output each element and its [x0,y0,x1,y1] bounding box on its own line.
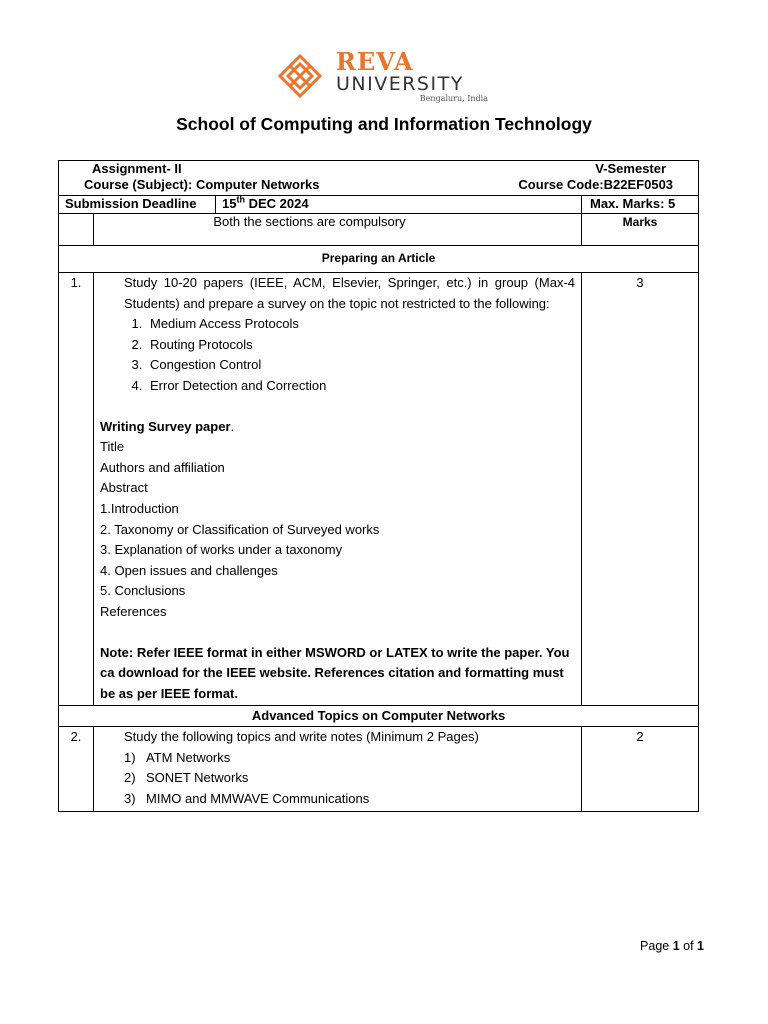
header-row [59,161,699,196]
writing-heading: Writing Survey paper. [100,418,235,434]
deadline-date [216,196,582,214]
question-row [59,273,699,706]
question-2-number: 2. [59,727,94,811]
section-2-title: Advanced Topics on Computer Networks [59,706,699,727]
knot-emblem-icon [276,52,324,100]
instruction-row [59,214,699,246]
page-total: 1 [697,939,704,953]
structure-item: Title [100,439,125,455]
list-item: 1. Medium Access Protocols [146,314,575,335]
question-2-marks: 2 [582,727,699,811]
course-code: Course Code:B22EF0503 [518,177,674,192]
school-title: School of Computing and Information Technology [176,114,592,134]
list-item: 3. Congestion Control [146,355,575,376]
question-1-marks: 3 [582,273,699,706]
list-item: 4. Error Detection and Correction [146,376,575,397]
assignment-label: Assignment- II [92,161,182,176]
topic-list [100,314,575,396]
deadline-month-year: DEC 2024 [244,196,309,211]
question-1-content [94,273,582,706]
university-logo [276,47,496,106]
list-item: 2) SONET Networks [124,770,249,786]
question-2-intro: Study the following topics and write notes (Minimum 2 Pages) [124,729,479,745]
marks-header: Marks [582,214,699,246]
structure-item: References [100,603,167,619]
deadline-label: Submission Deadline [59,196,216,214]
question-row [59,727,699,811]
compulsory-note: Both the sections are compulsory [94,214,582,246]
structure-item: 1.Introduction [100,500,179,516]
page-number: 1 [672,939,680,953]
course-label: Course (Subject): Computer Networks [84,177,320,192]
structure-item: 4. Open issues and challenges [100,562,278,578]
list-item: 3) MIMO and MMWAVE Communications [124,791,370,807]
section-1-title: Preparing an Article [59,246,699,273]
semester-label: V-Semester [595,161,667,176]
structure-item: 3. Explanation of works under a taxonomy [100,542,343,558]
logo-name: REVA [336,47,414,76]
structure-item: 2. Taxonomy or Classification of Surveyed works [100,521,380,537]
structure-item: Abstract [100,480,148,496]
section-heading-row [59,706,699,727]
list-item: 2. Routing Protocols [146,335,575,356]
logo-subtitle: UNIVERSITY [336,73,464,95]
question-1-intro: Study 10-20 papers (IEEE, ACM, Elsevier, Springer, etc.) in group (Max-4 Students) and prepare a survey on the topic not restricted to the following: [124,275,575,311]
section-heading-row [59,246,699,273]
deadline-day: 15 [222,196,237,211]
list-item: 1) ATM Networks [124,749,231,765]
format-note: Note: Refer IEEE format in either MSWORD or LATEX to write the paper. You ca download for the IEEE website. References citation and formatting must be as per IEEE format. [100,644,570,701]
deadline-suffix: th [236,194,245,205]
question-1-number: 1. [59,273,94,706]
assignment-table [58,160,698,812]
max-marks: Max. Marks: 5 [582,196,699,214]
deadline-row [59,196,699,214]
structure-item: Authors and affiliation [100,459,225,475]
structure-item: 5. Conclusions [100,583,186,599]
logo-place: Bengaluru, India [419,94,488,103]
page-footer: Page 1 of 1 [640,939,704,953]
question-2-content [94,727,582,811]
